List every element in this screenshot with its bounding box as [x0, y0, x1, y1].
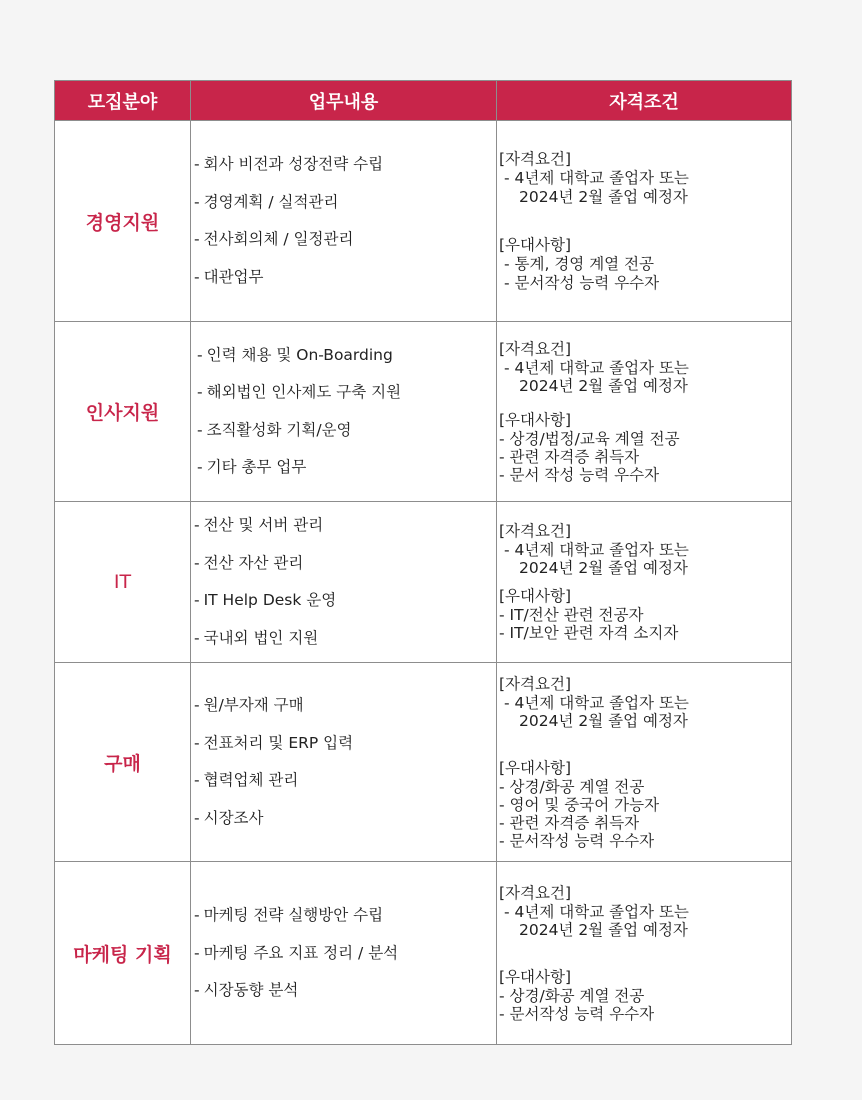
qualifications-cell	[497, 121, 792, 322]
duty-item: - 인력 채용 및 On-Boarding	[197, 345, 393, 364]
duty-item: - 해외법인 인사제도 구축 지원	[197, 383, 402, 402]
preferences-title: [우대사항]	[499, 587, 571, 605]
preference-item: - 문서 작성 능력 우수자	[499, 465, 660, 484]
requirements-title: [자격요건]	[499, 339, 571, 358]
duties-cell	[191, 862, 497, 1045]
duty-item: - 기타 총무 업무	[197, 458, 307, 477]
qualifications-cell	[497, 322, 792, 502]
table-row	[55, 862, 792, 1045]
preference-item: - IT/보안 관련 자격 소지자	[499, 624, 679, 642]
duty-item: - 국내외 법인 지원	[194, 628, 319, 647]
requirement-item: - 4년제 대학교 졸업자 또는	[504, 358, 689, 377]
duty-item: - 시장동향 분석	[194, 981, 299, 999]
preferences-title: [우대사항]	[499, 967, 571, 986]
qualifications-cell	[497, 502, 792, 663]
recruitment-table-container	[54, 80, 791, 1045]
requirements-title: [자격요건]	[499, 522, 571, 540]
duty-item: - 전산 자산 관리	[194, 553, 304, 572]
table-header-row	[55, 81, 792, 121]
duties-cell	[191, 121, 497, 322]
duty-item: - 마케팅 주요 지표 정리 / 분석	[194, 943, 399, 962]
requirement-item-cont: 2024년 2월 졸업 예정자	[519, 376, 688, 395]
preference-item: - 상경/법정/교육 계열 전공	[499, 429, 680, 448]
header-field: 모집분야	[55, 81, 191, 121]
duty-item: - 경영계획 / 실적관리	[194, 192, 339, 211]
qualifications-cell	[497, 862, 792, 1045]
field-name: 구매	[55, 663, 191, 862]
duty-item: - 회사 비전과 성장전략 수립	[194, 155, 384, 174]
duty-item: - 전산 및 서버 관리	[194, 516, 324, 535]
requirement-item-cont: 2024년 2월 졸업 예정자	[519, 559, 688, 577]
preference-item: - 관련 자격증 취득자	[499, 447, 640, 466]
duty-item: - 조직활성화 기획/운영	[197, 420, 352, 439]
table-row	[55, 121, 792, 322]
preference-item: - 문서작성 능력 우수자	[499, 1004, 655, 1023]
requirement-item: - 4년제 대학교 졸업자 또는	[504, 902, 689, 921]
recruitment-table	[54, 80, 792, 1045]
requirement-item-cont: 2024년 2월 졸업 예정자	[519, 711, 688, 730]
field-name: 마케팅 기획	[55, 862, 191, 1045]
preference-item: - 관련 자격증 취득자	[499, 813, 640, 832]
header-qualifications: 자격조건	[497, 81, 792, 121]
field-name: IT	[55, 502, 191, 663]
duty-item: - 대관업무	[194, 267, 264, 286]
requirement-item-cont: 2024년 2월 졸업 예정자	[519, 187, 688, 206]
preference-item: - 상경/화공 계열 전공	[499, 986, 645, 1005]
preference-item: - 문서작성 능력 우수자	[499, 831, 655, 850]
duty-item: - 전표처리 및 ERP 입력	[194, 733, 354, 752]
duties-cell	[191, 663, 497, 862]
duties-cell	[191, 502, 497, 663]
table-row	[55, 663, 792, 862]
preferences-title: [우대사항]	[499, 758, 571, 777]
duty-item: - 원/부자재 구매	[194, 696, 304, 715]
preference-item: - IT/전산 관련 전공자	[499, 606, 644, 624]
requirement-item-cont: 2024년 2월 졸업 예정자	[519, 920, 688, 939]
duty-item: - 마케팅 전략 실행방안 수립	[194, 906, 384, 924]
requirements-title: [자격요건]	[499, 149, 571, 168]
duty-item: - IT Help Desk 운영	[194, 591, 337, 610]
preferences-title: [우대사항]	[499, 235, 571, 254]
duty-item: - 협력업체 관리	[194, 771, 299, 790]
duty-item: - 시장조사	[194, 808, 264, 827]
header-duties: 업무내용	[191, 81, 497, 121]
preferences-title: [우대사항]	[499, 410, 571, 429]
requirement-item: - 4년제 대학교 졸업자 또는	[504, 541, 689, 559]
qualifications-cell	[497, 663, 792, 862]
requirement-item: - 4년제 대학교 졸업자 또는	[504, 168, 689, 187]
requirement-item: - 4년제 대학교 졸업자 또는	[504, 693, 689, 712]
requirements-title: [자격요건]	[499, 883, 571, 902]
table-row	[55, 502, 792, 663]
preference-item: - 문서작성 능력 우수자	[504, 273, 660, 292]
preference-item: - 상경/화공 계열 전공	[499, 777, 645, 796]
preference-item: - 통계, 경영 계열 전공	[504, 254, 655, 273]
duties-cell	[191, 322, 497, 502]
preference-item: - 영어 및 중국어 가능자	[499, 795, 660, 814]
table-row	[55, 322, 792, 502]
duty-item: - 전사회의체 / 일정관리	[194, 230, 354, 249]
field-name: 인사지원	[55, 322, 191, 502]
field-name: 경영지원	[55, 121, 191, 322]
requirements-title: [자격요건]	[499, 674, 571, 693]
